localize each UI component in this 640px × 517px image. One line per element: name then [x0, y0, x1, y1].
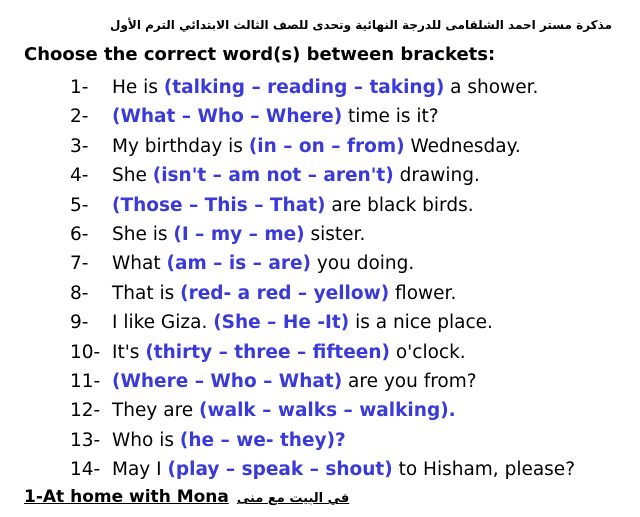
question-number: 3-: [70, 135, 89, 157]
question-number: 5-: [70, 194, 89, 216]
choices: (Those – This – That): [112, 194, 326, 216]
instruction-heading: Choose the correct word(s) between brackets:: [24, 44, 496, 65]
question-text: She is (I – my – me) sister.: [112, 223, 366, 245]
question-number: 1-: [70, 77, 89, 98]
question-text: I like Giza. (She – He -It) is a nice place.: [112, 312, 493, 334]
question-text: (What – Who – Where) time is it?: [112, 106, 439, 128]
page-header: مذكرة مستر احمد الشلقامى للدرجة النهائية وتحدى للصف الثالث الابتدائي الترم الأول: [110, 18, 612, 32]
question-text: (Where – Who – What) are you from?: [112, 370, 477, 392]
choices: (What – Who – Where): [112, 106, 343, 128]
question-item: [0, 161, 640, 190]
question-number: 12-: [70, 400, 101, 422]
question-text: He is (talking – reading – taking) a shower.: [112, 77, 539, 98]
choices: (red- a red – yellow): [180, 282, 390, 304]
question-text: (Those – This – That) are black birds.: [112, 194, 474, 216]
choices: (am – is – are): [166, 253, 311, 275]
choices: (isn't – am not – aren't): [152, 165, 394, 187]
question-text: Who is (he – we- they)?: [112, 429, 346, 451]
question-item: [0, 367, 640, 396]
question-item: [0, 338, 640, 367]
question-number: 11-: [70, 370, 101, 392]
choices: (Where – Who – What): [112, 370, 343, 392]
question-item: [0, 455, 640, 484]
question-number: 4-: [70, 165, 89, 187]
question-item: [0, 132, 640, 161]
question-number: 6-: [70, 223, 89, 245]
question-text: May I (play – speak – shout) to Hisham, please?: [112, 459, 576, 481]
question-text: They are (walk – walks – walking).: [112, 400, 456, 422]
question-list: [0, 73, 640, 484]
lesson-title-english: 1-At home with Mona: [24, 487, 229, 507]
choices: (play – speak – shout): [167, 459, 393, 481]
question-number: 13-: [70, 429, 101, 451]
question-item: [0, 191, 640, 220]
choices: (talking – reading – taking): [163, 77, 445, 98]
question-item: [0, 396, 640, 425]
question-item: [0, 308, 640, 337]
lesson-title: [24, 487, 349, 507]
question-item: [0, 426, 640, 455]
question-text: That is (red- a red – yellow) flower.: [112, 282, 457, 304]
question-number: 2-: [70, 106, 89, 128]
choices: (in – on – from): [248, 135, 405, 157]
question-number: 7-: [70, 253, 89, 275]
question-text: She (isn't – am not – aren't) drawing.: [112, 165, 480, 187]
question-item: [0, 73, 640, 102]
question-number: 9-: [70, 312, 89, 334]
question-item: [0, 220, 640, 249]
question-text: My birthday is (in – on – from) Wednesday.: [112, 135, 521, 157]
question-text: It's (thirty – three – fifteen) o'clock.: [112, 341, 466, 363]
question-item: [0, 102, 640, 131]
lesson-title-arabic: في البيت مع منى: [236, 491, 350, 506]
question-number: 10-: [70, 341, 101, 363]
choices: (thirty – three – fifteen): [145, 341, 390, 363]
question-item: [0, 249, 640, 278]
question-item: [0, 279, 640, 308]
choices: (I – my – me): [173, 223, 305, 245]
choices: (She – He -It): [213, 312, 350, 334]
question-number: 8-: [70, 282, 89, 304]
choices: (walk – walks – walking).: [199, 400, 456, 422]
choices: (he – we- they)?: [179, 429, 346, 451]
question-number: 14-: [70, 459, 101, 481]
question-text: What (am – is – are) you doing.: [112, 253, 415, 275]
